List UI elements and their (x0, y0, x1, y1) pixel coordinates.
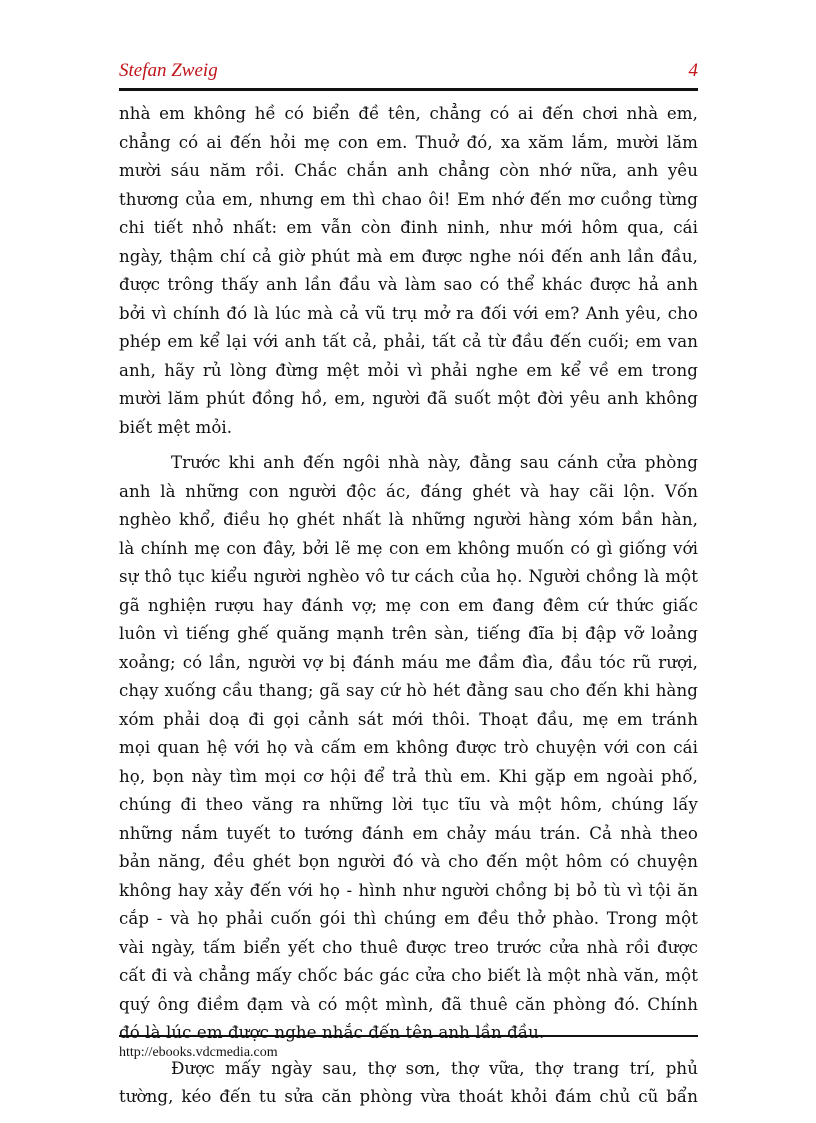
header-author: Stefan Zweig (119, 60, 218, 81)
text-line: vài ngày, tấm biển yết cho thuê được treo trước cửa nhà rồi được (119, 937, 698, 957)
text-line: chạy xuống cầu thang; gã say cứ hò hét đằng sau cho đến khi hàng (119, 681, 698, 700)
text-line: chúng đi theo văng ra những lời tục tĩu và một hôm, chúng lấy (119, 795, 698, 814)
header-rule (119, 88, 698, 91)
text-line: là chính mẹ con đây, bởi lẽ mẹ con em không muốn có gì giống với (119, 538, 698, 558)
text-line: luôn vì tiếng ghế quăng mạnh trên sàn, tiếng đĩa bị đập vỡ loảng (119, 624, 698, 643)
text-line: mọi quan hệ với họ và cấm em không được trò chuyện với con cái (119, 738, 698, 757)
text-line: họ, bọn này tìm mọi cơ hội để trả thù em. Khi gặp em ngoài phố, (119, 766, 698, 786)
text-line: bản năng, đều ghét bọn người đó và cho đến một hôm có chuyện (119, 852, 698, 871)
text-line: không hay xảy đến với họ - hình như người chồng bị bỏ tù vì tội ăn (119, 880, 698, 900)
text-line: cất đi và chẳng mấy chốc bác gác cửa cho biết là một nhà văn, một (119, 966, 698, 985)
paragraph (119, 449, 698, 1048)
text-line: mười lăm phút đồng hồ, em, người đã suốt một đời yêu anh không (119, 389, 698, 408)
text-line: xóm phải doạ đi gọi cảnh sát mới thôi. Thoạt đầu, mẹ em tránh (119, 709, 698, 729)
page-header (119, 60, 698, 88)
body-text (119, 100, 698, 1112)
page-number: 4 (688, 60, 698, 81)
paragraph (119, 1055, 698, 1112)
text-line: thương của em, nhưng em thì chao ôi! Em nhớ đến mơ cuồng từng (119, 189, 698, 209)
text-line: nghèo khổ, điều họ ghét nhất là những người hàng xóm bần hàn, (119, 510, 698, 529)
text-line: anh, hãy rủ lòng đừng mệt mỏi vì phải nghe em kể về em trong (119, 360, 698, 380)
text-line: Được mấy ngày sau, thợ sơn, thợ vữa, thợ trang trí, phủ (171, 1058, 698, 1078)
text-line: xoảng; có lần, người vợ bị đánh máu me đầm đìa, đầu tóc rũ rượi, (119, 652, 698, 672)
text-line: bởi vì chính đó là lúc mà cả vũ trụ mở ra đối với em? Anh yêu, cho (119, 303, 698, 323)
footer-rule (119, 1035, 698, 1037)
text-line: mười sáu năm rồi. Chắc chắn anh chẳng còn nhớ nữa, anh yêu (119, 161, 698, 180)
text-line: sự thô tục kiểu người nghèo vô tư cách của họ. Người chồng là một (119, 567, 698, 586)
text-line: quý ông điềm đạm và có một mình, đã thuê căn phòng đó. Chính (119, 994, 698, 1014)
paragraph (119, 100, 698, 442)
text-line: chi tiết nhỏ nhất: em vẫn còn đinh ninh, như mới hôm qua, cái (119, 218, 698, 237)
text-line: biết mệt mỏi. (119, 417, 233, 437)
footer-url[interactable]: http://ebooks.vdcmedia.com (119, 1045, 278, 1060)
text-line: tường, kéo đến tu sửa căn phòng vừa thoát khỏi đám chủ cũ bẩn (119, 1087, 698, 1106)
text-line: phép em kể lại với anh tất cả, phải, tất cả từ đầu đến cuối; em van (119, 332, 698, 351)
text-line: gã nghiện rượu hay đánh vợ; mẹ con em đang đêm cứ thức giấc (119, 595, 698, 615)
text-line: chẳng có ai đến hỏi mẹ con em. Thuở đó, xa xăm lắm, mười lăm (119, 132, 698, 152)
text-line: nhà em không hề có biển đề tên, chẳng có ai đến chơi nhà em, (119, 104, 698, 123)
text-line: cắp - và họ phải cuốn gói thì chúng em đều thở phào. Trong một (119, 909, 698, 928)
text-line: Trước khi anh đến ngôi nhà này, đằng sau cánh cửa phòng (171, 453, 698, 472)
text-line: những nắm tuyết to tướng đánh em chảy máu trán. Cả nhà theo (119, 823, 698, 843)
text-line: đó là lúc em được nghe nhắc đến tên anh lần đầu. (119, 1023, 545, 1042)
text-line: ngày, thậm chí cả giờ phút mà em được nghe nói đến anh lần đầu, (119, 246, 698, 266)
text-line: anh là những con người độc ác, đáng ghét và hay cãi lộn. Vốn (119, 481, 698, 501)
text-line: được trông thấy anh lần đầu và làm sao có thể khác được hả anh (119, 275, 698, 294)
